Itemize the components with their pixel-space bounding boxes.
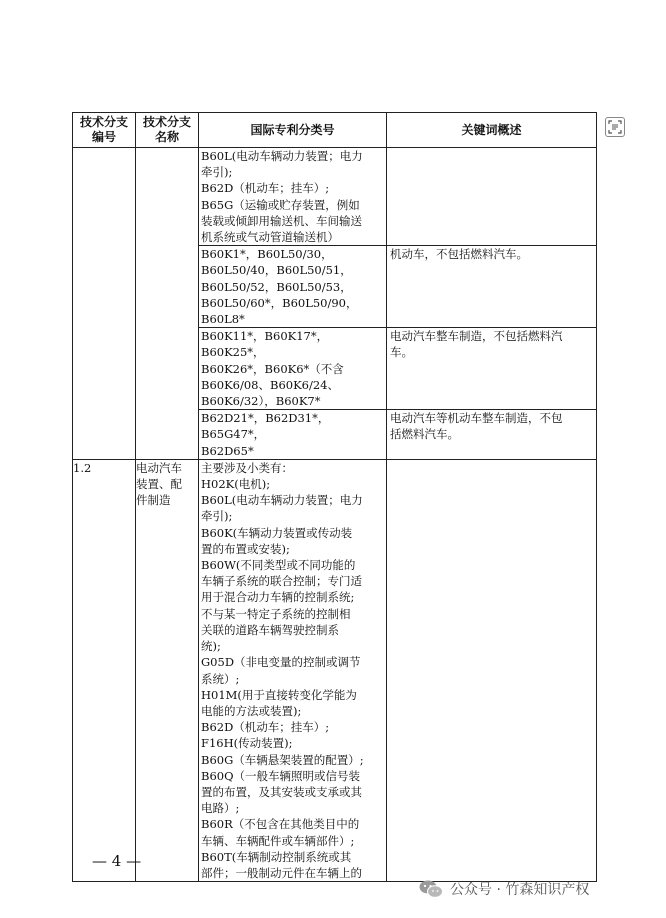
ipc-cell <box>199 148 387 246</box>
keywords-cell <box>387 410 597 460</box>
branch-name-cell <box>136 148 199 460</box>
ipc-text: B60K1*，B60L50/30， B60L50/40，B60L50/51， B60L50/52，B60L50/53， B60L50/60*，B60L50/90， B60L8* <box>201 247 358 327</box>
watermark-text: 公众号 · 竹森知识产权 <box>450 882 590 898</box>
ipc-text: 主要涉及小类有： H02K(电机); B60L(电动车辆动力装置；电力 牵引); B60K(车辆动力装置或传动装 置的布置或安装); B60W(不同类型或不同功能的 车辆子系统的联合控制；专门适 用于混合动力车辆的控制系统; 不与某一特定子系统的控制相 关联的道路车辆驾驶控制系 统); G05D（非电变量的控制或调节 系统）; H01M(用于直接转变化学能为 电能的方法或装置); B62D（机动车；挂车）; F16H(传动装置); B60G（车辆悬架装置的配置）; B60Q（一般车辆照明或信号装 置的布置，及其安装或支承或其 电路）; B60R（不包含在其他类目中的 车辆、车辆配件或车辆部件）; B60T(车辆制动控制系统或其 部件；一般制动元件在车辆上的 <box>201 460 364 880</box>
header-keywords: 关键词概述 <box>387 113 597 148</box>
keywords-text: 电动汽车整车制造，不包括燃料汽 车。 <box>390 329 563 360</box>
header-row <box>73 113 597 148</box>
scan-text-icon[interactable] <box>605 117 625 137</box>
header-ipc: 国际专利分类号 <box>199 113 387 148</box>
ipc-text: B60L(电动车辆动力装置；电力 牵引); B62D（机动车；挂车）; B65G（运输或贮存装置，例如 装载或倾卸用输送机、车间输送 机系统或气动管道输送机） <box>201 149 363 245</box>
branch-name-cell: 电动汽车 装置、配 件制造 <box>136 459 199 881</box>
keywords-cell <box>387 459 597 881</box>
header-branch-id: 技术分支 编号 <box>73 113 136 148</box>
branch-id-cell <box>73 148 136 460</box>
header-branch-name: 技术分支 名称 <box>136 113 199 148</box>
ipc-text: B62D21*，B62D31*，B65G47*， B62D65* <box>201 411 330 458</box>
keywords-text: 电动汽车等机动车整车制造，不包 括燃料汽车。 <box>390 411 563 442</box>
table-row <box>73 459 597 881</box>
watermark <box>418 879 589 899</box>
keywords-cell <box>387 148 597 246</box>
branch-id-cell: 1.2 <box>73 459 136 881</box>
ipc-cell <box>199 410 387 460</box>
ipc-cell <box>199 328 387 410</box>
ipc-text: B60K11*，B60K17*，B60K25*， B60K26*，B60K6*（不含 B60K6/08、B60K6/24、 B60K6/32），B60K7* <box>201 329 344 409</box>
ipc-cell <box>199 246 387 328</box>
wechat-icon <box>418 879 444 899</box>
scan-text-icon-glyph <box>608 120 622 134</box>
keywords-text: 机动车，不包括燃料汽车。 <box>390 247 528 262</box>
keywords-cell <box>387 328 597 410</box>
classification-table <box>72 112 597 882</box>
table-row <box>73 148 597 246</box>
page-number: — 4 — <box>92 852 142 870</box>
keywords-cell <box>387 246 597 328</box>
ipc-cell <box>199 459 387 881</box>
